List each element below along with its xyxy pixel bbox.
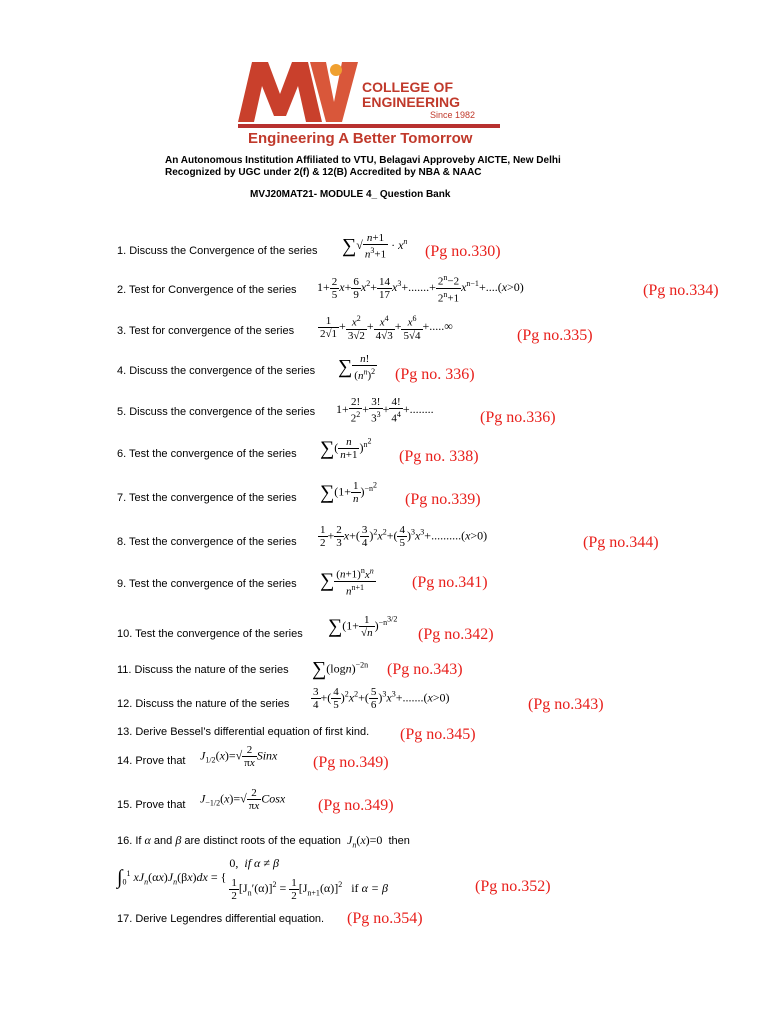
page-ref-10: (Pg no.342) bbox=[418, 626, 494, 643]
question-11: 11. Discuss the nature of the series bbox=[117, 664, 289, 676]
page-ref-12: (Pg no.343) bbox=[528, 696, 604, 713]
question-9: 9. Test the convergence of the series bbox=[117, 578, 297, 590]
page-ref-16: (Pg no.352) bbox=[475, 878, 551, 895]
college-line-2: ENGINEERING bbox=[362, 94, 461, 110]
question-10: 10. Test the convergence of the series bbox=[117, 628, 303, 640]
formula-6: ∑( $\frac{n}{n+1}$ )$^{n^2}$ bbox=[320, 436, 372, 462]
question-14: 14. Prove that bbox=[117, 755, 186, 767]
question-6: 6. Test the convergence of the series bbox=[117, 448, 297, 460]
page-ref-13: (Pg no.345) bbox=[400, 726, 476, 743]
college-name bbox=[362, 80, 460, 110]
document-header bbox=[0, 0, 768, 160]
formula-5: 1+ $\frac{2!}{2^2}$ + $\frac{3!}{3^3}$ + $\frac{4!}{4^4}$ +........ bbox=[336, 396, 434, 425]
formula-1: ∑√ $\frac{n+1}{n^3+1}$ · $x^n$ bbox=[342, 232, 408, 261]
question-16-part-3: are distinct roots of the equation bbox=[184, 835, 341, 847]
question-13: 13. Derive Bessel’s differential equation of first kind. bbox=[117, 726, 370, 738]
page-ref-9: (Pg no.341) bbox=[412, 574, 488, 591]
page-ref-17: (Pg no.354) bbox=[347, 910, 423, 927]
question-2: 2. Test for Convergence of the series bbox=[117, 284, 297, 296]
question-16-part-2: and bbox=[153, 835, 173, 847]
question-8: 8. Test the convergence of the series bbox=[117, 536, 297, 548]
question-5: 5. Discuss the convergence of the series bbox=[117, 406, 316, 418]
page-ref-6: (Pg no. 338) bbox=[399, 448, 479, 465]
tagline: Engineering A Better Tomorrow bbox=[248, 130, 473, 147]
formula-14: $J_{1/2}(x)=√$ $\frac{2}{\pi x}$ Sinx bbox=[200, 744, 278, 769]
page-ref-11: (Pg no.343) bbox=[387, 661, 463, 678]
since-label: Since 1982 bbox=[430, 110, 476, 120]
page-ref-1: (Pg no.330) bbox=[425, 243, 501, 260]
question-1: 1. Discuss the Convergence of the series bbox=[117, 245, 318, 257]
formula-7: ∑(1+ $\frac{1}{n}$ )$^{-n^2}$ bbox=[320, 480, 378, 506]
page-ref-15: (Pg no.349) bbox=[318, 797, 394, 814]
page-ref-5: (Pg no.336) bbox=[480, 409, 556, 426]
formula-12: $\frac{3}{4}$ +( $\frac{4}{5}$ )$^2x^2+$( $\frac{5}{6}$ )$^3x^3+.......(x>0)$ bbox=[313, 686, 450, 711]
page-ref-8: (Pg no.344) bbox=[583, 534, 659, 551]
formula-15: $J_{-1/2}(x)=√$ $\frac{2}{\pi x}$ Cosx bbox=[200, 787, 286, 812]
question-17: 17. Derive Legendres differential equation. bbox=[117, 913, 325, 925]
page-ref-4: (Pg no. 336) bbox=[395, 366, 475, 383]
logo-divider bbox=[238, 124, 500, 128]
question-16-part-4: then bbox=[388, 835, 410, 847]
question-12: 12. Discuss the nature of the series bbox=[117, 698, 290, 710]
page-ref-2: (Pg no.334) bbox=[643, 282, 719, 299]
question-16: 16. If α and β are distinct roots of the equation $J_n(x)=0$ then bbox=[117, 833, 410, 850]
mvj-logo-icon bbox=[238, 52, 358, 124]
formula-8: $\frac{1}{2}$ + $\frac{2}{3}$ x+( $\frac{3}{4}$ )$^2x^2+$( $\frac{4}{5}$ )$^3x^3+..........(x>0)$ bbox=[320, 524, 488, 549]
question-15: 15. Prove that bbox=[117, 799, 186, 811]
formula-9: ∑ $\frac{(n+1)^nx^n}{n^{n+1}}$ bbox=[320, 566, 374, 598]
document-title: MVJ20MAT21- MODULE 4_ Question Bank bbox=[250, 189, 451, 200]
page-ref-3: (Pg no.335) bbox=[517, 327, 593, 344]
formula-16: $\int_0^1$ $xJ_n(\alpha x)J_n(\beta x)dx$ = { 0, if α ≠ β $\frac{1}{2}$ $[J_n'(\alpha)]^2$ = $\frac{1}{2}$ $[J_{n+1}(\alpha)]^2$ if α = β bbox=[117, 856, 388, 902]
question-16-part-1: 16. If bbox=[117, 835, 142, 847]
college-line-1: COLLEGE OF bbox=[362, 79, 453, 95]
affiliation-line-2: Recognized by UGC under 2(f) & 12(B) Accredited by NBA & NAAC bbox=[165, 167, 482, 178]
question-3: 3. Test for convergence of the series bbox=[117, 325, 295, 337]
affiliation-line-1: An Autonomous Institution Affiliated to VTU, Belagavi Approveby AICTE, New Delhi bbox=[165, 155, 561, 166]
formula-4: ∑ $\frac{n!}{(n^n)^2}$ bbox=[338, 353, 376, 382]
question-7: 7. Test the convergence of the series bbox=[117, 492, 297, 504]
affiliation-text bbox=[165, 155, 561, 179]
page-ref-14: (Pg no.349) bbox=[313, 754, 389, 771]
formula-2: 1+ $\frac{2}{5}$ x+ $\frac{6}{9}$ $x^2+$ $\frac{14}{17}$ $x^3+.......+$ $\frac{2^n-2}{2^n+1}$ $x^{n-1}+....(x>0)$ bbox=[317, 273, 524, 305]
formula-10: ∑(1+ $\frac{1}{√n}$ )$^{-n^{3/2}}$ bbox=[328, 614, 398, 640]
formula-3: $\frac{1}{2√1}$ + $\frac{x^2}{3√2}$ + $\frac{x^4}{4√3}$ + $\frac{x^6}{5√4}$ +.....∞ bbox=[320, 314, 453, 342]
question-4: 4. Discuss the convergence of the series bbox=[117, 365, 316, 377]
formula-11: $\sum(\log n)^{-2n}$ bbox=[312, 658, 369, 680]
page-ref-7: (Pg no.339) bbox=[405, 491, 481, 508]
